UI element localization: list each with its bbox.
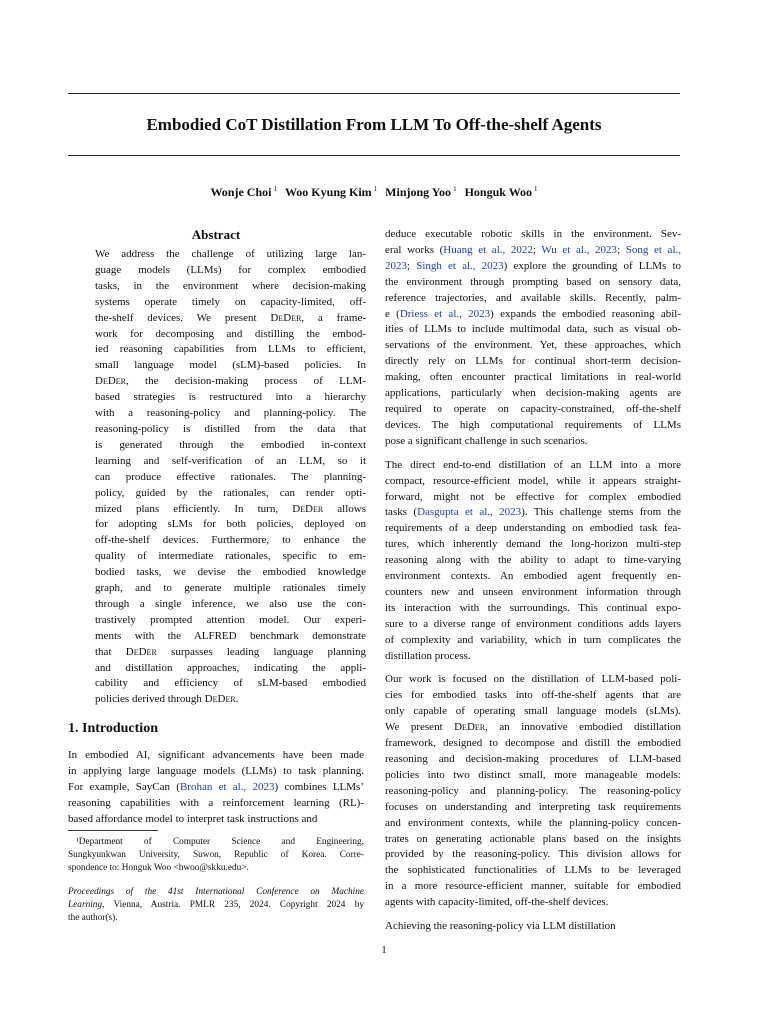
paragraph-our-work bbox=[385, 672, 681, 911]
text-line: tasks (Dasgupta et al., 2023). This challenge stems from the bbox=[385, 506, 681, 519]
text-line: provided by the reasoning-policy. This division allows for bbox=[385, 848, 681, 861]
author-name: Wonje Choi $^1$ bbox=[210, 185, 277, 199]
text-line: DeDer, the decision-making process of LLM- bbox=[95, 375, 366, 388]
text-line: applications, particularly when decision-making agents are bbox=[385, 387, 681, 400]
text-line: tasks, in the environment where decision-making bbox=[95, 279, 366, 292]
text-line: can produce effective rationales. The planning- bbox=[95, 470, 366, 483]
top-rule bbox=[68, 93, 680, 94]
text-line: trates on generating actionable plans based on the insights bbox=[385, 832, 681, 845]
author-name: Honguk Woo $^1$ bbox=[464, 185, 538, 199]
proceedings-line: Proceedings of the 41st International Conference on Machine bbox=[68, 887, 364, 897]
text-line: of complexity and variability, which in turn complicates the bbox=[385, 633, 681, 646]
text-line: We present DeDer, an innovative embodied distillation bbox=[385, 721, 682, 734]
text-line: e (Driess et al., 2023) expands the embodied reasoning abil- bbox=[385, 307, 682, 320]
footnote-line: ¹Department of Computer Science and Engineering, bbox=[76, 837, 364, 847]
proceedings-line: Learning, Vienna, Austria. PMLR 235, 2024. Copyright 2024 by bbox=[68, 900, 364, 910]
text-line: reasoning along with the ability to adapt to time-varying bbox=[385, 554, 681, 567]
text-line: requirements of a deep understanding on embodied task fea- bbox=[385, 522, 681, 535]
text-line: In embodied AI, significant advancements have been made bbox=[68, 749, 364, 762]
text-line: focuses on understanding and interpreting task requirements bbox=[385, 800, 681, 813]
text-line: deduce executable robotic skills in the environment. Sev- bbox=[385, 228, 681, 240]
right-column bbox=[385, 227, 681, 935]
introduction-body bbox=[68, 748, 364, 828]
footnote-line: Sungkyunkwan University, Suwon, Republic of Korea. Corre- bbox=[68, 850, 364, 860]
text-line: directly rely on LLMs for continual short-term decision- bbox=[385, 355, 681, 368]
text-line: ments with the ALFRED benchmark demonstrate bbox=[95, 629, 366, 642]
paragraph-direct-distillation bbox=[385, 458, 681, 665]
text-line: work for decomposing and distilling the embod- bbox=[95, 327, 366, 340]
text-line: compact, resource-efficient model, while it appears straight- bbox=[385, 474, 681, 487]
text-line: 2023; Singh et al., 2023) explore the grounding of LLMs to bbox=[385, 259, 682, 272]
text-line: ied reasoning capabilities from LLMs to efficient, bbox=[95, 343, 366, 356]
footnote-rule bbox=[68, 830, 158, 831]
text-line: its interaction with the surroundings. This continual expo- bbox=[385, 601, 681, 614]
text-line: Our work is focused on the distillation of LLM-based poli- bbox=[385, 673, 681, 686]
text-line: off-the-shelf devices. Furthermore, to enhance the bbox=[95, 534, 366, 547]
text-line: making, often encounter practical limitations in real-world bbox=[385, 371, 681, 384]
text-line: based strategies is restructured into a hierarchy bbox=[95, 391, 366, 404]
left-column bbox=[68, 226, 364, 828]
text-line: learning and self-verification of an LLM, so it bbox=[95, 454, 366, 467]
text-line: reference trajectories, and available skills. Recently, palm- bbox=[385, 291, 681, 304]
text-line: sure to a diverse range of environment conditions adds layers bbox=[385, 617, 681, 630]
text-line: required to operate on capacity-constrained, off-the-shelf bbox=[385, 402, 681, 415]
title-bottom-rule bbox=[68, 155, 680, 156]
text-line: distillation process. bbox=[385, 649, 471, 662]
abstract-heading: Abstract bbox=[191, 227, 241, 242]
text-line: reasoning capabilities with a reinforcement learning (RL)- bbox=[68, 797, 364, 809]
text-line: guage models (LLMs) for complex embodied bbox=[95, 263, 366, 276]
text-line: graph, and to generate multiple rationales timely bbox=[95, 582, 366, 595]
text-line: servations of the environment. Yet, these approaches, which bbox=[385, 339, 681, 352]
text-line: and distillation approaches, indicating the appli- bbox=[95, 661, 366, 674]
text-line: policy, guided by the rationales, can render opti- bbox=[95, 486, 366, 499]
text-line: framework, designed to decompose and distill the embodied bbox=[385, 737, 681, 750]
text-line: for adopting sLMs for both policies, deployed on bbox=[95, 518, 366, 531]
text-line: counters new and unseen environment information through bbox=[385, 585, 681, 598]
text-line: eral works (Huang et al., 2022; Wu et al., 2023; Song et al., bbox=[385, 243, 681, 256]
text-line: reasoning and decision-making procedures of LLM-based bbox=[385, 753, 681, 765]
text-line: systems operate timely on capacity-limited, off- bbox=[95, 295, 366, 308]
abstract-body bbox=[68, 247, 366, 708]
text-line: and environment contexts, while the planning-policy concen- bbox=[385, 816, 681, 829]
text-line: in applying large language models (LLMs) to task planning. bbox=[68, 765, 364, 778]
paragraph-reasoning-policy bbox=[385, 919, 681, 935]
text-line: environment contexts. An embodied agent frequently en- bbox=[385, 570, 681, 583]
text-line: reasoning-policy is distilled from the data that bbox=[95, 422, 366, 435]
text-line: that DeDer surpasses leading language planning bbox=[95, 645, 366, 658]
text-line: The direct end-to-end distillation of an LLM into a more bbox=[385, 458, 681, 471]
author-list bbox=[68, 181, 680, 200]
text-line: cability and efficiency of sLM-based embodied bbox=[95, 677, 366, 690]
text-line: devices. The high computational requirements of LLMs bbox=[385, 418, 681, 431]
text-line: trastively prompted attention model. Our experi- bbox=[95, 613, 366, 626]
text-line: policies derived through DeDer. bbox=[95, 693, 239, 706]
introduction-heading: 1. Introduction bbox=[68, 721, 158, 737]
text-line: based affordance model to interpret task instructions and bbox=[68, 812, 318, 825]
text-line: agents with capacity-limited, off-the-shelf devices. bbox=[385, 896, 609, 909]
author-name: Woo Kyung Kim $^1$ bbox=[284, 185, 378, 199]
text-line: through a single inference, we also use the con- bbox=[95, 597, 366, 610]
footnote-line: spondence to: Honguk Woo <hwoo@skku.edu>. bbox=[68, 863, 249, 873]
text-line: forward, might not be effective for complex embodied bbox=[385, 490, 681, 503]
text-line: bodied tasks, we devise the embodied knowledge bbox=[95, 566, 366, 579]
text-line: cies for embodied tasks into off-the-shelf agents that are bbox=[385, 689, 681, 702]
text-line: We address the challenge of utilizing large lan- bbox=[95, 248, 366, 260]
text-line: ities of LLMs to include multimodal data, such as visual ob- bbox=[385, 323, 681, 336]
text-line: the-shelf devices. We present DeDer, a frame- bbox=[95, 311, 366, 324]
text-line: tures, which inherently demand the long-horizon multi-step bbox=[385, 538, 681, 551]
paragraph-related-work bbox=[385, 227, 681, 450]
text-line: the environment through prompting based on sensory data, bbox=[385, 275, 681, 288]
proceedings-note bbox=[68, 886, 364, 925]
affiliation-footnote bbox=[68, 836, 364, 875]
text-line: with a reasoning-policy and planning-policy. The bbox=[95, 407, 366, 420]
text-line: small language model (sLM)-based policies. In bbox=[95, 359, 366, 372]
proceedings-line: the author(s). bbox=[68, 913, 118, 923]
paper-title: Embodied CoT Distillation From LLM To Off-the-shelf Agents bbox=[146, 115, 602, 134]
text-line: For example, SayCan (Brohan et al., 2023) combines LLMs’ bbox=[68, 781, 364, 794]
text-line: reasoning-policy and planning-policy. The reasoning-policy bbox=[385, 784, 681, 797]
text-line: is generated through the embodied in-context bbox=[95, 438, 366, 451]
text-line: in a more resource-efficient manner, suitable for embodied bbox=[385, 880, 681, 893]
text-line: Achieving the reasoning-policy via LLM distillation bbox=[385, 920, 616, 933]
text-line: the sophisticated functionalities of LLMs to be leveraged bbox=[385, 864, 681, 877]
page-number: 1 bbox=[381, 944, 387, 956]
text-line: mized plans efficiently. In turn, DeDer allows bbox=[95, 502, 366, 515]
text-line: pose a significant challenge in such scenarios. bbox=[385, 434, 588, 447]
text-line: only capable of operating small language models (sLMs). bbox=[385, 705, 681, 718]
text-line: quality of intermediate rationales, specific to em- bbox=[95, 550, 366, 563]
author-name: Minjong Yoo $^1$ bbox=[385, 185, 457, 199]
text-line: policies into two distinct small, more manageable models: bbox=[385, 768, 681, 781]
